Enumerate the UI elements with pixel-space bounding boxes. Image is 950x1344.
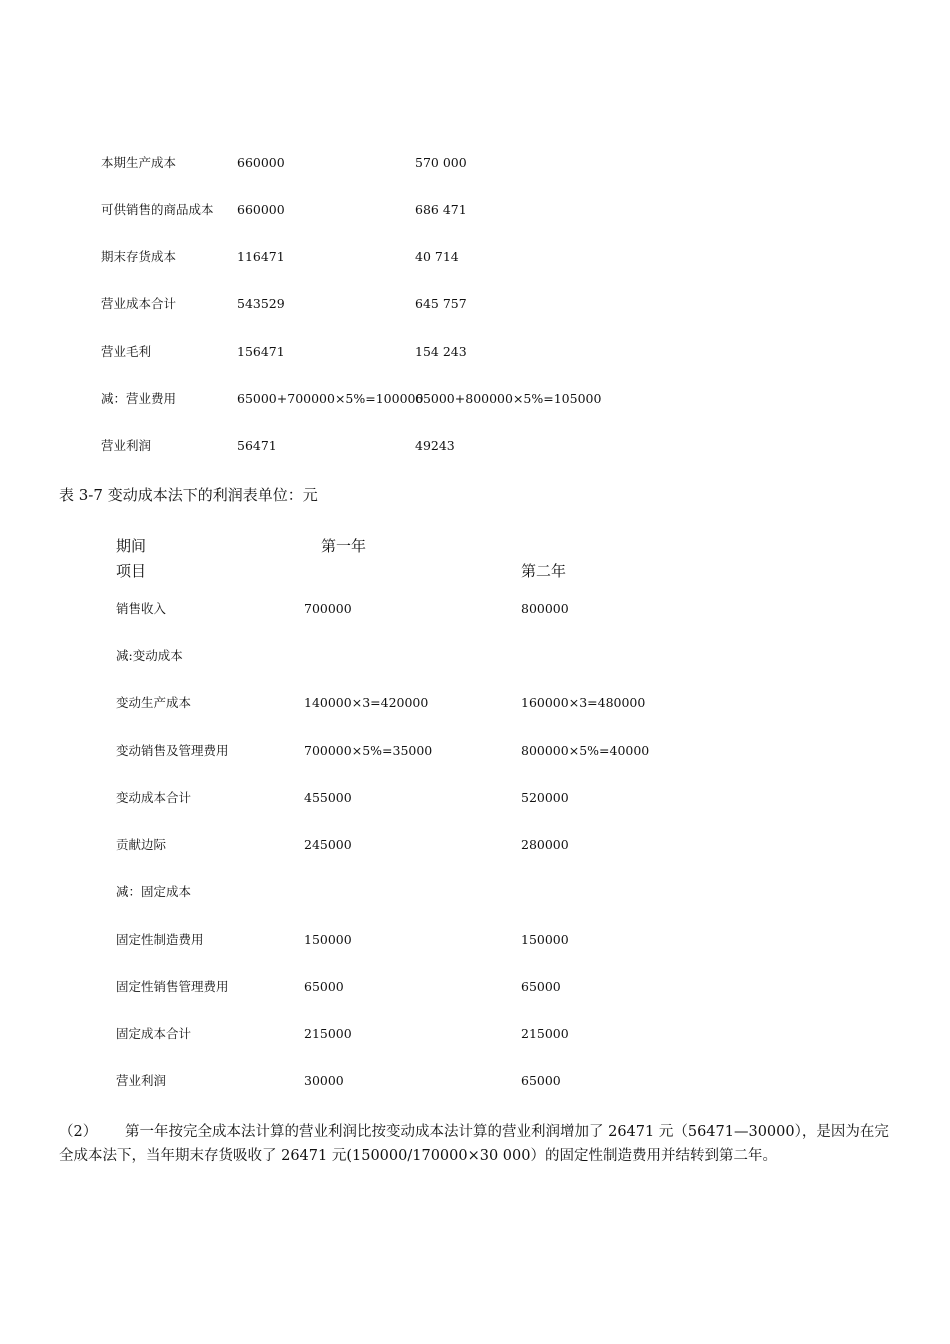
- table-row: [0, 976, 950, 998]
- row-year1: 660000: [237, 202, 285, 217]
- row-item: 减：营业费用: [101, 391, 177, 406]
- table-row: [0, 293, 950, 315]
- table-row: [0, 598, 950, 620]
- row-year2: 570 000: [415, 155, 467, 170]
- table-row: [0, 1023, 950, 1045]
- row-year2: 800000×5%=40000: [521, 743, 650, 758]
- row-year1: 65000: [304, 979, 344, 994]
- row-year2: 800000: [521, 601, 569, 616]
- row-year2: 215000: [521, 1026, 569, 1041]
- row-year2: 65000+800000×5%=105000: [415, 391, 602, 406]
- row-year2: 65000: [521, 979, 561, 994]
- row-item: 营业利润: [116, 1073, 167, 1088]
- table-row: [0, 341, 950, 363]
- row-year1: 700000: [304, 601, 352, 616]
- row-item: 变动生产成本: [116, 695, 192, 710]
- row-year2: 65000: [521, 1073, 561, 1088]
- table-row: [0, 388, 950, 410]
- row-year2: 150000: [521, 932, 569, 947]
- row-year1: 30000: [304, 1073, 344, 1088]
- row-year2: 160000×3=480000: [521, 695, 646, 710]
- header-item: 项目: [116, 562, 147, 580]
- table-row: [0, 1070, 950, 1092]
- table-row: [0, 246, 950, 268]
- paragraph-number: （2）: [59, 1124, 98, 1140]
- row-item: 销售收入: [116, 601, 167, 616]
- row-item: 营业毛利: [101, 344, 152, 359]
- header-period: 期间: [116, 537, 147, 555]
- row-item: 营业成本合计: [101, 296, 177, 311]
- row-year1: 156471: [237, 344, 285, 359]
- row-year2: 154 243: [415, 344, 467, 359]
- table-row: [0, 645, 950, 667]
- row-year1: 660000: [237, 155, 285, 170]
- table-row: [0, 881, 950, 903]
- row-item: 变动销售及管理费用: [116, 743, 229, 758]
- row-year1: 215000: [304, 1026, 352, 1041]
- row-year1: 150000: [304, 932, 352, 947]
- table-row: [0, 740, 950, 762]
- row-item: 固定成本合计: [116, 1026, 192, 1041]
- row-item: 本期生产成本: [101, 155, 177, 170]
- row-year1: 455000: [304, 790, 352, 805]
- table-row: [0, 435, 950, 457]
- row-item: 减：固定成本: [116, 884, 192, 899]
- row-year2: 280000: [521, 837, 569, 852]
- table-row: [0, 692, 950, 714]
- row-item: 可供销售的商品成本: [101, 202, 214, 217]
- table-row: [0, 834, 950, 856]
- row-year1: 245000: [304, 837, 352, 852]
- table-caption: 表 3-7 变动成本法下的利润表单位：元: [59, 486, 318, 504]
- row-year1: 543529: [237, 296, 285, 311]
- explanation-paragraph: [59, 1120, 899, 1168]
- row-item: 贡献边际: [116, 837, 167, 852]
- row-year1: 65000+700000×5%=100000: [237, 391, 424, 406]
- row-year1: 116471: [237, 249, 285, 264]
- table-row: [0, 199, 950, 221]
- row-item: 固定性制造费用: [116, 932, 204, 947]
- header-year1: 第一年: [321, 537, 367, 555]
- row-year2: 645 757: [415, 296, 467, 311]
- table-row: [0, 929, 950, 951]
- row-year1: 700000×5%=35000: [304, 743, 433, 758]
- row-year2: 686 471: [415, 202, 467, 217]
- row-item: 固定性销售管理费用: [116, 979, 229, 994]
- row-item: 减:变动成本: [116, 648, 183, 663]
- row-year2: 520000: [521, 790, 569, 805]
- row-year1: 56471: [237, 438, 277, 453]
- row-item: 变动成本合计: [116, 790, 192, 805]
- table-row: [0, 787, 950, 809]
- row-year1: 140000×3=420000: [304, 695, 429, 710]
- row-item: 期末存货成本: [101, 249, 177, 264]
- row-year2: 40 714: [415, 249, 459, 264]
- row-year2: 49243: [415, 438, 455, 453]
- paragraph-text: 第一年按完全成本法计算的营业利润比按变动成本法计算的营业利润增加了 26471 元（56471—30000），是因为在完全成本法下，当年期末存货吸收了 26471 元(150000/170000×30 000）的固定性制造费用并结转到第二年。: [59, 1124, 889, 1164]
- table-row: [0, 152, 950, 174]
- header-year2: 第二年: [521, 562, 567, 580]
- row-item: 营业利润: [101, 438, 152, 453]
